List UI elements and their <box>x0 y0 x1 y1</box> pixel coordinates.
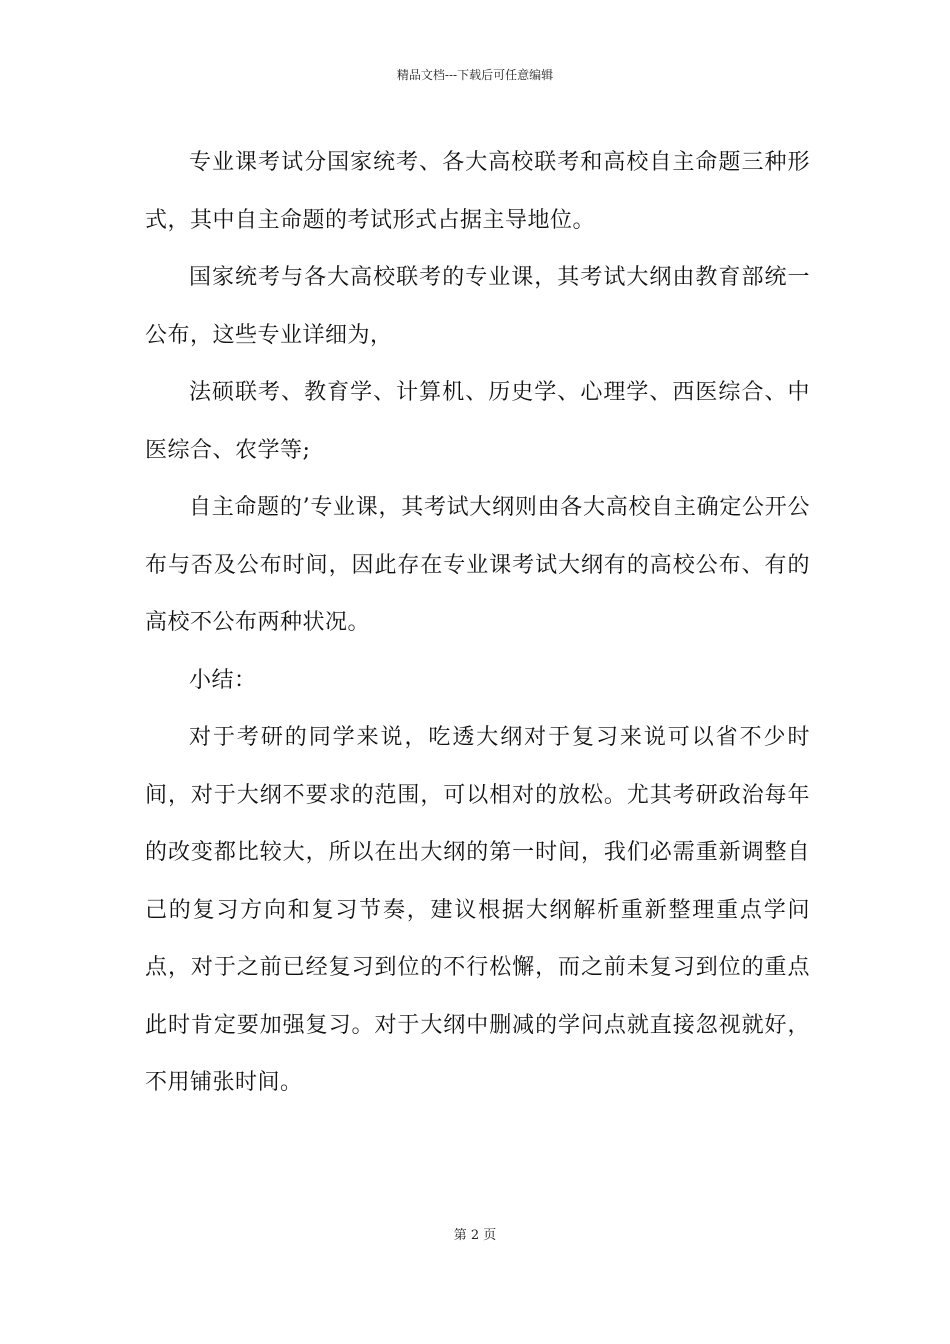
paragraph-self-proposed: 自主命题的’专业课，其考试大纲则由各大高校自主确定公开公布与否及公布时间，因此存在专业课考试大纲有的高校公布、有的高校不公布两种状况。 <box>145 495 810 635</box>
page-number: 第 2 页 <box>453 1228 497 1243</box>
paragraph-exam-forms: 专业课考试分国家统考、各大高校联考和高校自主命题三种形式，其中自主命题的考试形式占据主导地位。 <box>145 150 810 233</box>
document-body <box>145 134 810 1112</box>
paragraph-subject-list: 法硕联考、教育学、计算机、历史学、心理学、西医综合、中医综合、农学等; <box>145 380 810 463</box>
paragraph-unified-exam: 国家统考与各大高校联考的专业课，其考试大纲由教育部统一公布，这些专业详细为， <box>145 265 810 348</box>
paragraph-summary-heading: 小结： <box>189 667 257 693</box>
page-header: 精品文档---下载后可任意编辑 <box>396 68 554 82</box>
paragraph-summary-body: 对于考研的同学来说，吃透大纲对于复习来说可以省不少时间，对于大纲不要求的范围，可以相对的放松。尤其考研政治每年的改变都比较大，所以在出大纲的第一时间，我们必需重新调整自己的复习方向和复习节奏，建议根据大纲解析重新整理重点学问点，对于之前已经复习到位的不行松懈，而之前未复习到位的重点此时肯定要加强复习。对于大纲中删减的学问点就直接忽视就好，不用铺张时间。 <box>145 725 810 1095</box>
